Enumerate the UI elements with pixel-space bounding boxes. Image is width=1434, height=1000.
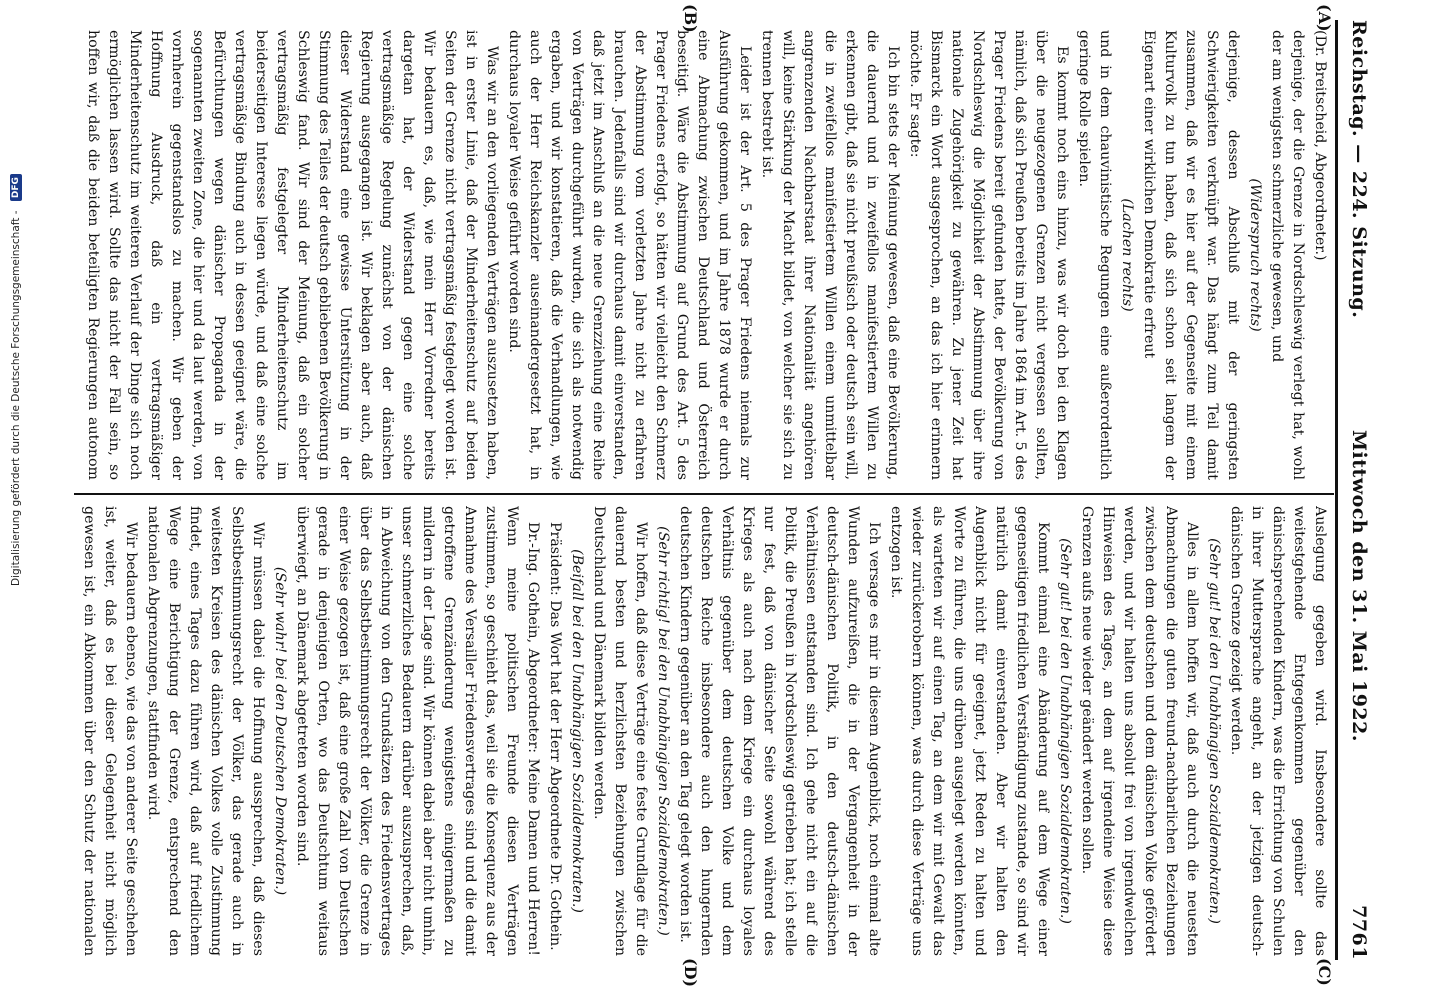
paragraph: Wir müssen dabei die Hoffnung aussprechen, daß dieses Selbstbestimmungsrecht der Völker, das gerade auch in weitesten Kreisen des dänischen Volkes volle Zustimmung findet, eines Tages dazu führen wird, daß auf friedlichem Wege eine Berichtigung der Grenze, entsprechend den nationalen Abgrenzungen, stattfinden wird. [145, 506, 266, 956]
paragraph: Wir bedauern ebenso, wie das von anderer Seite geschehen ist, weiter, daß es bei dieser Gelegenheit nicht möglich gewesen ist, ein Abkommen über den Schutz der nationalen [81, 506, 139, 956]
header-rule [1335, 20, 1338, 960]
paragraph: Leider ist der Art. 5 des Prager Friedens niemals zur Ausführung gekommen, und im Jahre 1878 wurde er durch eine Abmachung zwischen Deutschland und Österreich beseitigt. Wäre die Abstimmung auf Grund des Art. 5 des Prager Friedens erfolgt, so hätten wir vielleicht den Schmerz der Abstimmung vom vorletzten Jahre nicht zu erfahren brauchen. Jedenfalls sind wir durchaus damit einverstanden, daß jetzt im Anschluß an die neue Grenzziehung eine Reihe von Verträgen durchgeführt wurden, die sich als notwendig ergaben, und wir konstatieren, daß die Verhandlungen, wie auch der Herr Reichskanzler auseinandergesetzt hat, in durchaus loyaler Weise geführt worden sind. [506, 30, 753, 480]
text-column-right [80, 506, 1330, 956]
paragraph: Ich bin stets der Meinung gewesen, daß eine Bevölkerung, die dauernd und in zweifellos manifestiertem Willen zu erkennen gibt, daß sie nicht preußisch oder deutsch sein will, die in zweifellos manifestiertem Willen einem unmittelbar angrenzenden Nachbarstaat ihrer Nationalität angehören will, keine Stärkung der Macht bildet, von welcher sie sich zu trennen bestrebt ist. [759, 30, 901, 480]
paragraph: Dr.-Ing. Gothein, Abgeordneter: Meine Damen und Herren! Wenn meine politischen Freunde diesen Verträgen zustimmen, so geschieht das, weil sie die Konsequenz aus der Annahme des Versailler Friedensvertrages sind und die damit getroffene Grenzänderung wenigstens einigermaßen zu mildern in der Lage sind. Wir können dabei aber nicht umhin, unser schmerzliches Bedauern darüber auszusprechen, daß, in Abweichung von den Grundsätzen des Friedensvertrages über das Selbstbestimmungsrecht der Völker, die Grenze in einer Weise gezogen ist, daß eine große Zahl von Deutschen gerade in denjenigen Orten, wo das Deutschtum weitaus überwiegt, an Dänemark abgetreten worden sind. [294, 506, 541, 956]
text-column-left [80, 30, 1330, 480]
paragraph: Auslegung gegeben wird. Insbesondere sollte das weitestgehende Entgegenkommen gegenüber den dänischsprechenden Kindern, was die Errichtung von Schulen in ihrer Muttersprache angeht, an der jetzigen deutsch-dänischen Grenze gezeigt werden. [1228, 506, 1328, 956]
digitization-credit [10, 166, 28, 586]
margin-marker-d: (D) [681, 958, 700, 988]
paragraph: und in dem chauvinistische Regungen eine außerordentlich geringe Rolle spielen. [1076, 30, 1113, 480]
paragraph: Alles in allem hoffen wir, daß auch durch die neuesten Abmachungen die guten freund-nachbarlichen Beziehungen zwischen dem deutschen und dem dänischen Volke gefördert werden, und wir halten uns absolut frei von irgendwelchen Hinweisen des Tages, an dem auf irgendeine Weise diese Grenzen aufs neue wieder geändert werden sollen. [1079, 506, 1200, 956]
margin-marker-a: (A) [1315, 4, 1334, 32]
paragraph: Es kommt noch eins hinzu, was wir doch bei den Klagen über die neugezogenen Grenzen nicht vergessen sollten, nämlich, daß sich Preußen bereits im Jahre 1864 im Art. 5 des Prager Friedens bereit gefunden hatte, der Bevölkerung von Nordschleswig die Möglichkeit der Abstimmung über ihre nationale Zugehörigkeit zu gewähren. Zu jener Zeit hat Bismarck ein Wort ausgesprochen, an das ich hier erinnern möchte. Er sagte: [907, 30, 1070, 480]
margin-marker-b: (B) [681, 4, 700, 33]
paragraph: Präsident: Das Wort hat der Herr Abgeordnete Dr. Gothein. [547, 522, 563, 951]
paragraph: Kommt einmal eine Abänderung auf dem Wege einer gegenseitigen friedlichen Verständigung zustande, so sind wir natürlich damit einverstanden. Aber wir halten den Augenblick nicht für geeignet, jetzt Reden zu halten und Worte zu führen, die uns drüben ausgelegt werden könnten, als warteten wir auf einen Tag, an dem wir mit Gewalt das wieder zurückerobern können, was durch diese Verträge uns entzogen ist. [888, 506, 1051, 956]
paragraph: (Dr. Breitscheid, Abgeordneter.) [1312, 30, 1328, 261]
running-header [1340, 20, 1376, 960]
paragraph: (Sehr gut! bei den Unabhängigen Sozialdemokraten.) [1057, 538, 1073, 924]
paragraph: derjenige, der die Grenze in Nordschleswig verlegt hat, wohl der am wenigsten schmerzliche gewesen, und [1269, 30, 1306, 480]
margin-marker-c: (C) [1315, 958, 1334, 986]
paragraph: (Sehr richtig! bei den Unabhängigen Sozialdemokraten.) [655, 526, 671, 936]
paragraph: (Sehr wahr! bei den Deutschen Demokraten.) [272, 566, 288, 896]
rotated-document [66, 0, 1400, 1000]
header-right: Mittwoch den 31. Mai 1922. [1348, 430, 1370, 742]
dfg-logo: DFG [10, 174, 22, 201]
paragraph: (Beifall bei den Unabhängigen Sozialdemokraten.) [569, 549, 585, 913]
page-number: 7761 [1348, 905, 1370, 960]
paragraph: (Lachen rechts) [1119, 198, 1135, 312]
paragraph: Wir hoffen, daß diese Verträge eine feste Grundlage für die dauernd besten und herzlichsten Beziehungen zwischen Deutschland und Dänemark bilden werden. [591, 506, 649, 956]
paragraph: derjenige, dessen Abschluß mit der geringsten Schwierigkeiten verknüpft war. Das hängt zum Teil damit zusammen, daß wir es hier auf der Gegenseite mit einem Kulturvolk zu tun haben, daß sich schon seit langem der Eigenart einer wirklichen Demokratie erfreut [1141, 30, 1241, 480]
column-rule [74, 493, 1334, 495]
paragraph: (Widerspruch rechts) [1247, 178, 1263, 332]
credit-text: Digitalisierung gefördert durch die Deutsche Forschungsgemeinschaft - [10, 210, 22, 586]
paragraph: (Sehr gut! bei den Unabhängigen Sozialdemokraten.) [1206, 538, 1222, 924]
paragraph: Ich versage es mir in diesem Augenblick, noch einmal alte Wunden aufzureißen, die in der Vergangenheit in der deutsch-dänischen Politik, in den deutsch-dänischen Verhältnissen entstanden sind. Ich gehe nicht ein auf die Politik, die Preußen in Nordschleswig getrieben hat; ich stelle nur fest, daß von dänischer Seite sowohl während des Krieges als auch nach dem Kriege ein durchaus loyales Verhältnis gegenüber dem deutschen Volke und dem deutschen Reiche insbesondere auch den hungernden deutschen Kindern gegenüber an den Tag gelegt worden ist. [677, 506, 882, 956]
header-left: Reichstag. — 224. Sitzung. [1348, 20, 1370, 319]
paragraph: Was wir an den vorliegenden Verträgen auszusetzen haben, ist in erster Linie, daß der Minderheitenschutz auf beiden Seiten der Grenze nicht vertragsmäßig festgelegt worden ist. Wir bedauern es, daß, wie mein Herr Vorredner bereits dargetan hat, der Widerstand gegen eine solche vertragsmäßige Regelung zunächst von der dänischen Regierung ausgegangen ist. Wir beklagen aber auch, daß dieser Widerstand eine gewisse Unterstützung in der Stimmung des Teiles der deutsch gebliebenen Bevölkerung in Schleswig fand. Wir sind der Meinung, daß ein solcher vertragsmäßig festgelegter Minderheitenschutz im beiderseitigen Interesse liegen würde, und daß eine solche vertragsmäßige Bindung auch in dessen geeignet wäre, die Befürchtungen wegen dänischer Propaganda in der sogenannten zweiten Zone, die hier und da laut werden, von vornherein gegenstandslos zu machen. Wir geben der Hoffnung Ausdruck, daß ein vertragsmäßiger Minderheitenschutz im weiteren Verlauf der Dinge sich noch ermöglichen lassen wird. Sollte das nicht der Fall sein, so hoffen wir, daß die beiden beteiligten Regierungen autonom [85, 30, 500, 480]
